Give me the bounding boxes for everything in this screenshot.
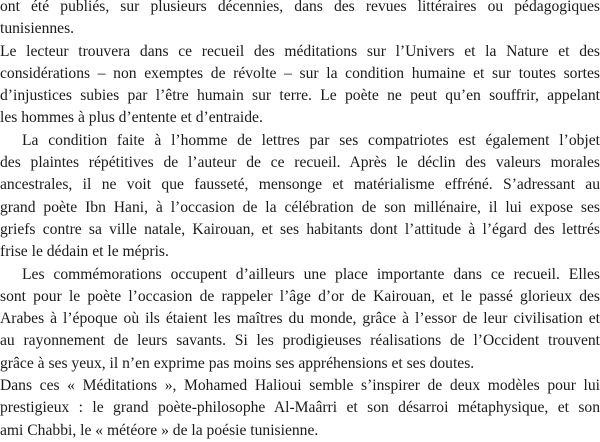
- text-line: grand poète Ibn Hani, à l’occasion de la célébration de son millénaire, il lui expose ses: [0, 198, 600, 216]
- text-line: grâce à ses yeux, il n’en exprime pas moins ses appréhensions et ses doutes.: [0, 354, 475, 372]
- text-line: Arabes à l’époque où ils étaient les maîtres du monde, grâce à l’essor de leur civilisation et: [0, 310, 600, 328]
- text-line: ont été publiés, sur plusieurs décennies, dans des revues littéraires ou pédagogiques: [0, 0, 600, 15]
- text-line: frise le dédain et le mépris.: [0, 243, 169, 261]
- text-line: les hommes à plus d’entente et d’entraide.: [0, 109, 263, 127]
- text-line: sont pour le poète l’occasion de rappeler l’âge d’or de Kairouan, et le passé glorieux des: [0, 287, 600, 305]
- text-line: tunisiennes.: [0, 20, 75, 38]
- text-line: considérations – non exemptes de révolte – sur la condition humaine et sur toutes sortes: [0, 64, 600, 82]
- text-line: prestigieux : le grand poète-philosophe Al-Maârri et son désarroi métaphysique, et son: [0, 399, 600, 417]
- text-line: griefs contre sa ville natale, Kairouan, et ses habitants dont l’attitude à l’égard des lettrés: [0, 220, 600, 238]
- text-line: au rayonnement de leurs savants. Si les prodigieuses réalisations de l’Occident trouvent: [0, 332, 600, 350]
- text-line: ami Chabbi, le « météore » de la poésie tunisienne.: [0, 421, 319, 439]
- text-line: d’injustices subies par l’être humain sur terre. Le poète ne peut qu’en souffrir, appelant: [0, 87, 600, 105]
- text-line: Dans ces « Méditations », Mohamed Halioui semble s’inspirer de deux modèles pour lui: [0, 377, 600, 395]
- text-line: ancestrales, il ne voit que fausseté, mensonge et matérialisme effréné. S’adressant au: [0, 176, 600, 194]
- text-line: Les commémorations occupent d’ailleurs une place importante dans ce recueil. Elles: [22, 265, 600, 283]
- text-line: Le lecteur trouvera dans ce recueil des méditations sur l’Univers et la Nature et des: [0, 42, 600, 60]
- text-line: La condition faite à l’homme de lettres par ses compatriotes est également l’objet: [22, 131, 600, 149]
- text-line: des plaintes répétitives de l’auteur de ce recueil. Après le déclin des valeurs morales: [0, 154, 600, 172]
